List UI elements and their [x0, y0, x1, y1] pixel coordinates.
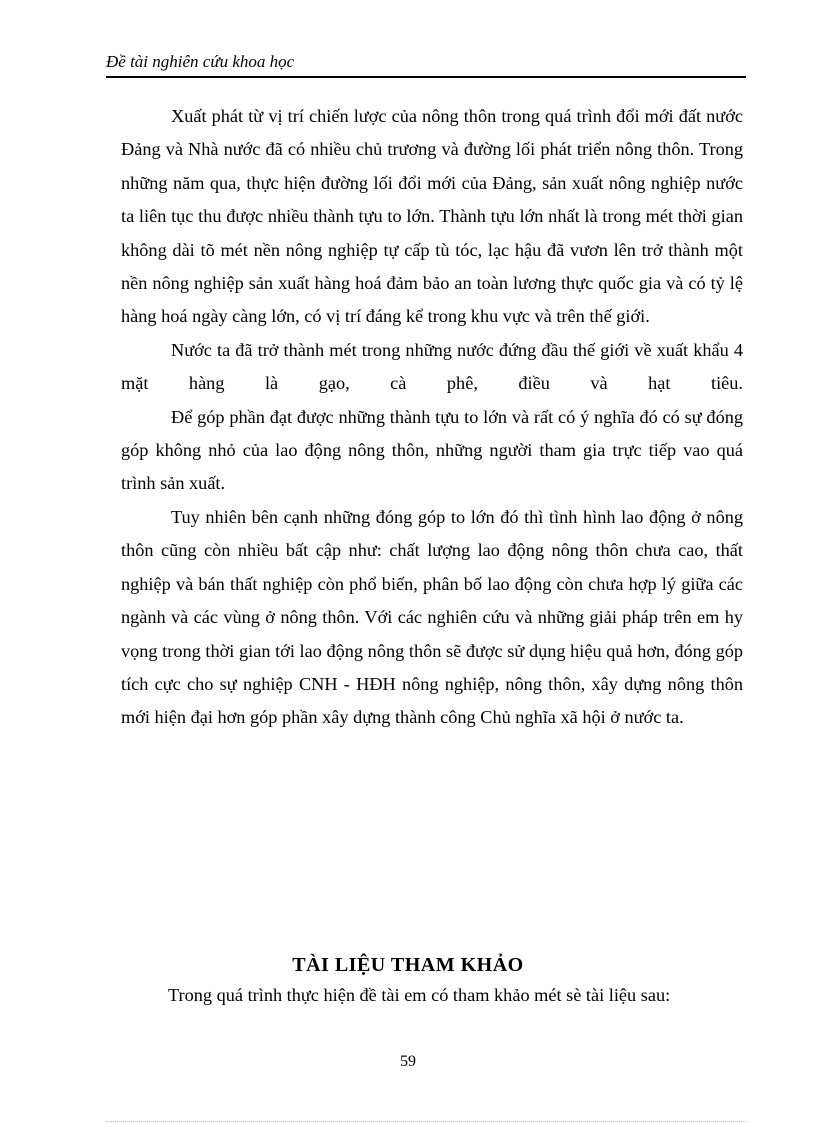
paragraph-labor-issues: Tuy nhiên bên cạnh những đóng góp to lớn đó thì tình hình lao động ở nông thôn cũng còn nhiều bất cập như: chất lượng lao động nông thôn chưa cao, thất nghiệp và bán thất nghiệp còn phổ biến, phân bố lao động còn chưa hợp lý giữa các ngành và các vùng ở nông thôn. Với các nghiên cứu và những giải pháp trên em hy vọng trong thời gian tới lao động nông thôn sẽ được sử dụng hiệu quả hơn, đóng góp tích cực cho sự nghiệp CNH - HĐH nông nghiệp, nông thôn, xây dựng nông thôn mới hiện đại hơn góp phần xây dựng thành công Chủ nghĩa xã hội ở nước ta. [121, 506, 743, 728]
page-header [106, 50, 746, 78]
paragraph-export-leader: Nước ta đã trở thành mét trong những nước đứng đầu thế giới về xuất khẩu 4 mặt hàng là gạo, cà phê, điều và hạt tiêu. [121, 339, 743, 394]
body-text [121, 100, 743, 735]
page-number: 59 [400, 1053, 416, 1070]
paragraph-rural-strategy: Xuất phát từ vị trí chiến lược của nông thôn trong quá trình đổi mới đất nước Đảng và Nhà nước đã có nhiều chủ trương và đường lối phát triển nông thôn. Trong những năm qua, thực hiện đường lối đổi mới của Đảng, sản xuất nông nghiệp nước ta liên tục thu được nhiều thành tựu to lớn. Thành tựu lớn nhất là trong mét thời gian không dài tõ mét nền nông nghiệp tự cấp tù tóc, lạc hậu đã vươn lên trở thành một nền nông nghiệp sản xuất hàng hoá đảm bảo an toàn lương thực quốc gia và có tỷ lệ hàng hoá ngày càng lớn, có vị trí đáng kể trong khu vực và trên thế giới. [121, 106, 743, 327]
header-title: Đề tài nghiên cứu khoa học [106, 52, 295, 71]
footer-divider [106, 1121, 746, 1122]
references-title: TÀI LIỆU THAM KHẢO [292, 954, 524, 976]
references-intro: Trong quá trình thực hiện đề tài em có tham khảo mét sè tài liệu sau: [168, 985, 671, 1005]
paragraph-rural-labor-contribution: Để góp phần đạt được những thành tựu to lớn và rất có ý nghĩa đó có sự đóng góp không nhỏ của lao động nông thôn, những người tham gia trực tiếp vao quá trình sản xuất. [121, 406, 743, 494]
